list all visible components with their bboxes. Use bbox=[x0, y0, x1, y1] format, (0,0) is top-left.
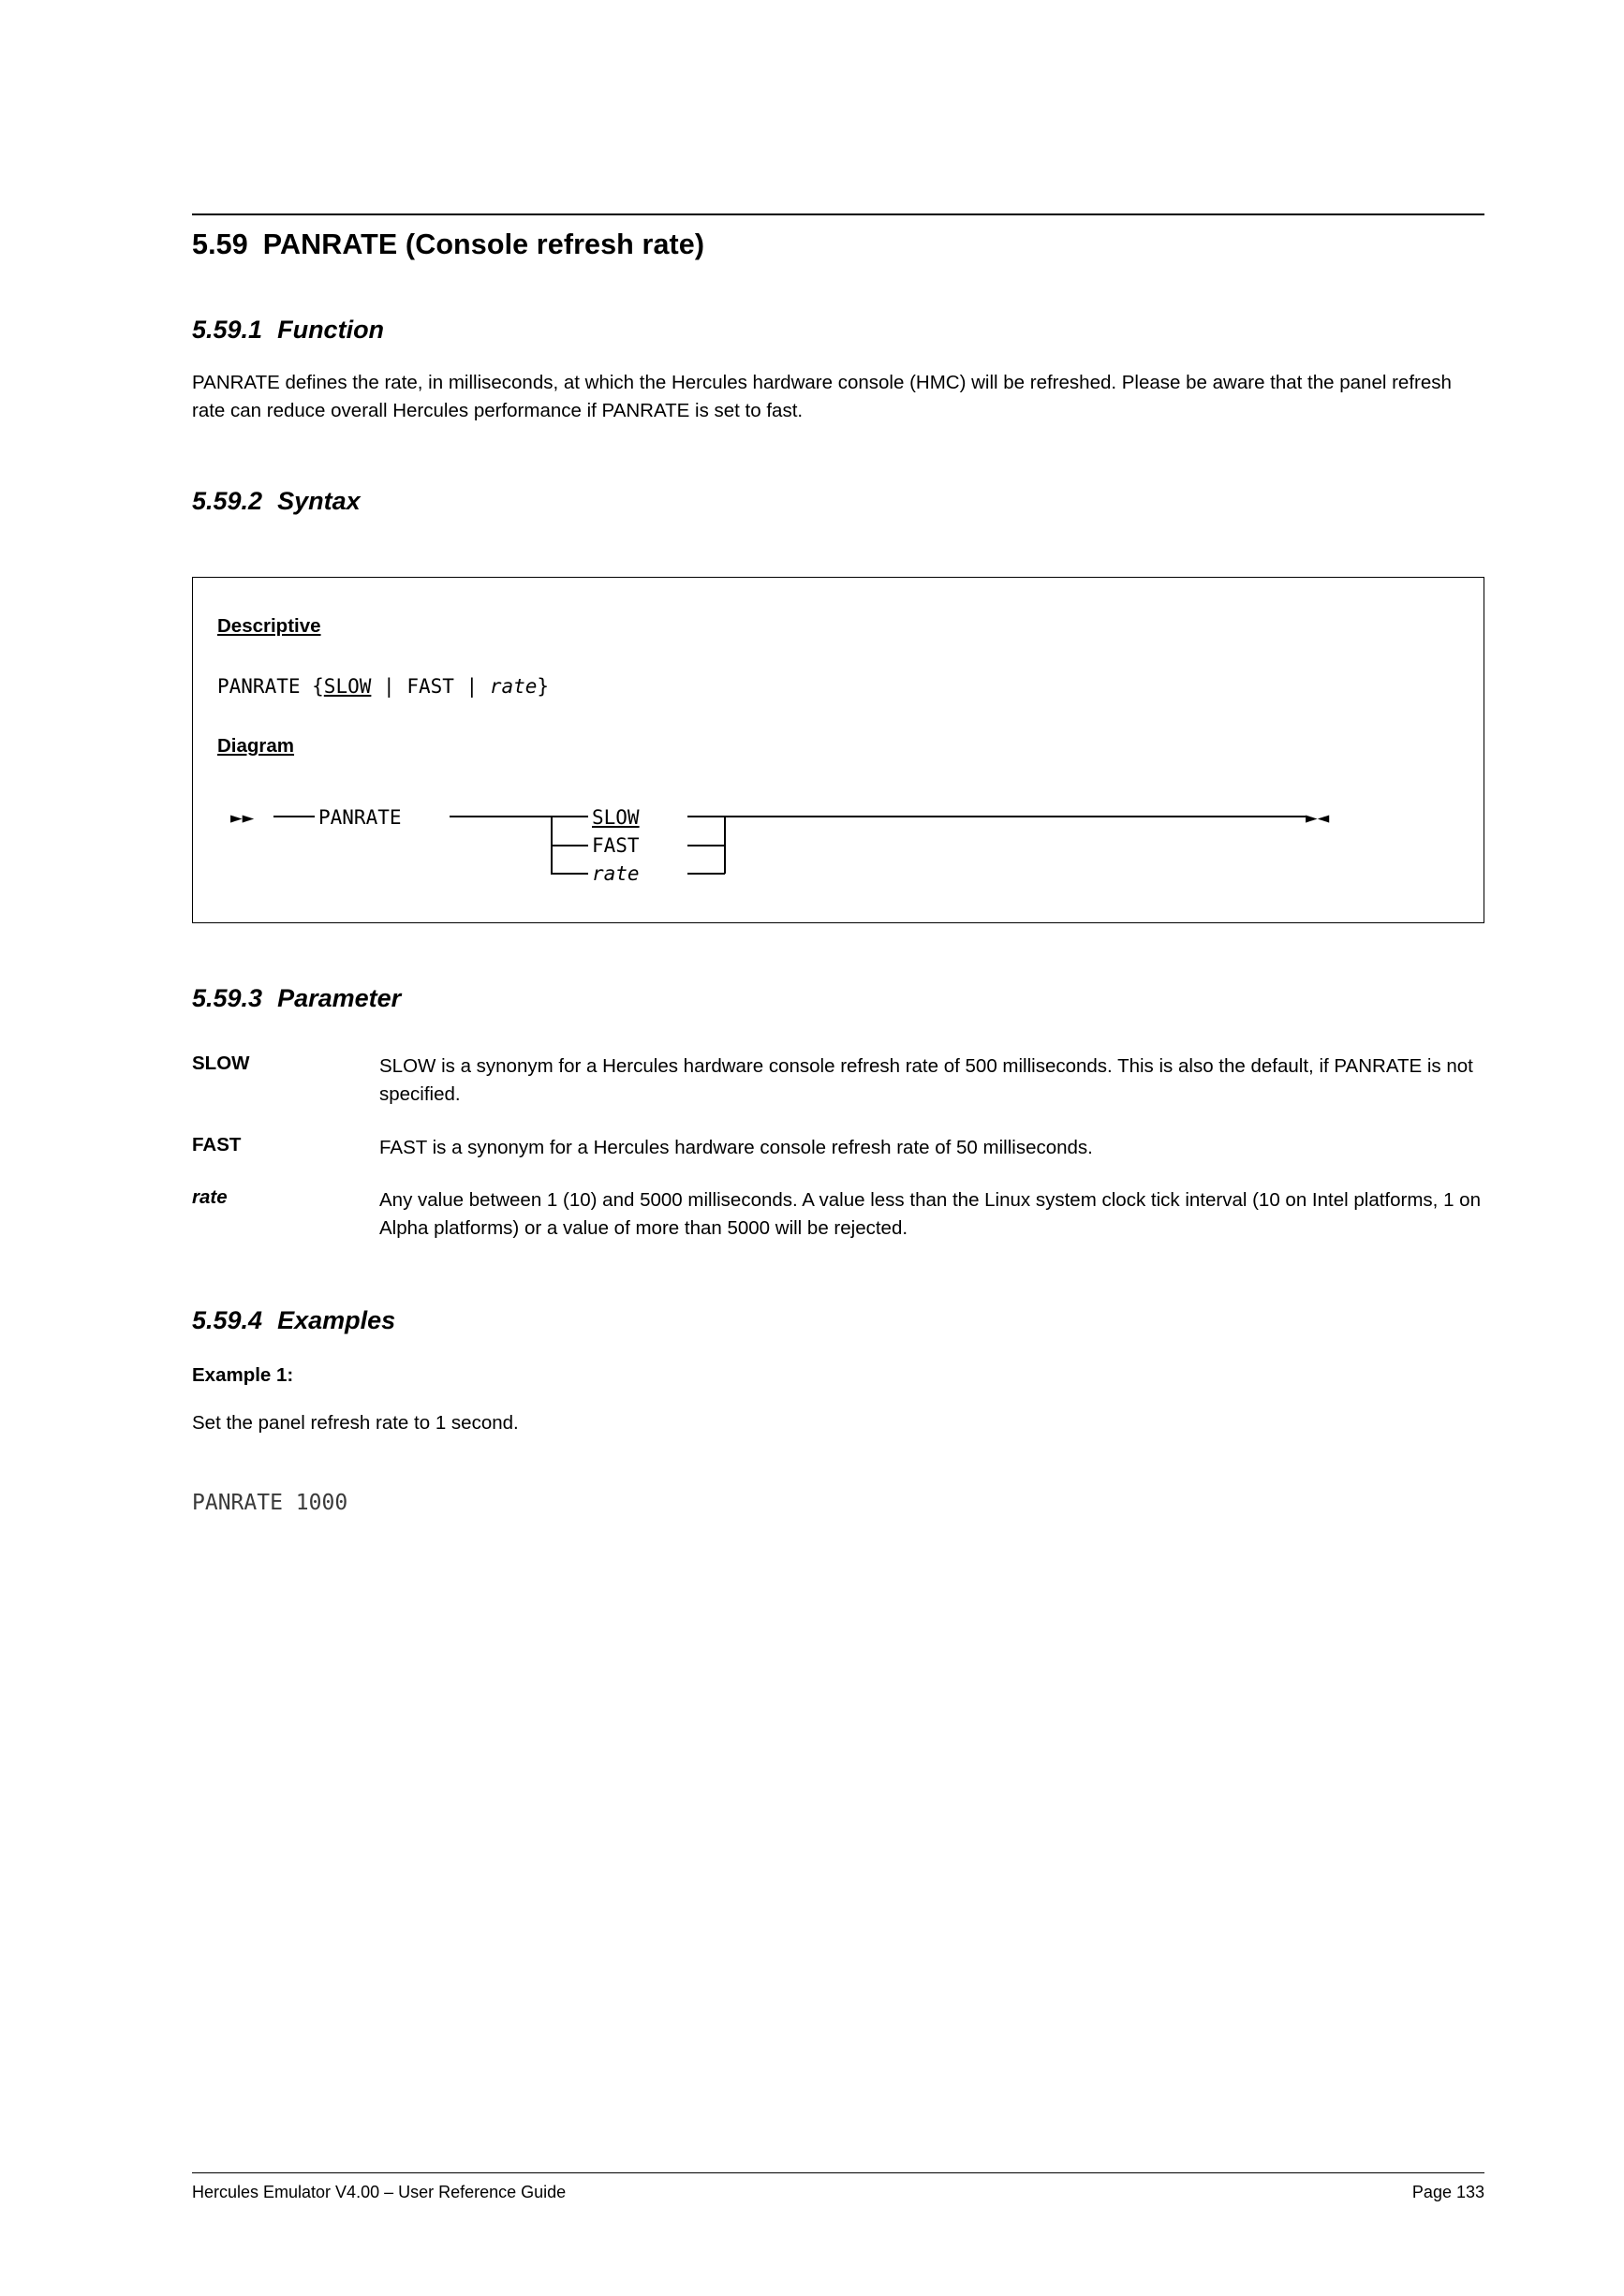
footer-rule bbox=[192, 2172, 1484, 2173]
example-1-code: PANRATE 1000 bbox=[192, 1490, 348, 1515]
diagram-option-fast: FAST bbox=[592, 834, 640, 858]
function-description: PANRATE defines the rate, in milliseconds, at which the Hercules hardware console (HMC) will be refreshed. Please be aware that the panel refresh rate can reduce overall Hercules performance if PANRATE is set to fast. bbox=[192, 371, 1452, 422]
parameter-term-rate: rate bbox=[192, 1186, 228, 1209]
heading-examples bbox=[192, 1305, 1484, 1337]
diagram-stub-rate-left bbox=[551, 873, 588, 875]
parameter-definition-fast: FAST is a synonym for a Hercules hardware console refresh rate of 50 milliseconds. bbox=[379, 1136, 1093, 1158]
heading-syntax-text: Syntax bbox=[277, 486, 361, 515]
descriptive-sep-2: | bbox=[453, 675, 490, 699]
page-content bbox=[192, 213, 1484, 1515]
diagram-stub-fast-right bbox=[687, 845, 725, 846]
diagram-label: Diagram bbox=[217, 735, 295, 758]
footer-page-number: Page 133 bbox=[1411, 2183, 1484, 2201]
parameter-row-slow bbox=[192, 1052, 1484, 1110]
diagram-option-rate: rate bbox=[592, 862, 640, 886]
descriptive-syntax bbox=[217, 675, 1459, 698]
diagram-keyword: PANRATE bbox=[318, 806, 402, 830]
section-title-text: PANRATE (Console refresh rate) bbox=[262, 228, 705, 260]
railroad-diagram bbox=[217, 773, 1459, 885]
diagram-branch-right bbox=[724, 816, 726, 874]
parameter-row-rate bbox=[192, 1186, 1484, 1244]
descriptive-prefix: PANRATE { bbox=[217, 675, 324, 699]
diagram-stub-rate-right bbox=[687, 873, 725, 875]
heading-examples-text: Examples bbox=[277, 1305, 396, 1334]
parameter-definition-slow: SLOW is a synonym for a Hercules hardware console refresh rate of 500 milliseconds. This is also the default, if PANRATE is not specified. bbox=[379, 1055, 1473, 1106]
syntax-box bbox=[192, 577, 1484, 923]
diagram-line-entry bbox=[273, 816, 315, 817]
heading-parameter bbox=[192, 983, 1484, 1015]
descriptive-slow: SLOW bbox=[323, 675, 372, 699]
diagram-line-main bbox=[687, 816, 1306, 817]
descriptive-sep-1: | bbox=[371, 675, 407, 699]
descriptive-suffix: } bbox=[537, 675, 550, 699]
heading-function-text: Function bbox=[277, 316, 385, 345]
parameter-term-fast: FAST bbox=[192, 1133, 242, 1155]
page-title bbox=[192, 227, 1484, 262]
diagram-line-after-keyword bbox=[450, 816, 551, 817]
page-footer bbox=[192, 2172, 1484, 2202]
diagram-stub-slow-left bbox=[551, 816, 588, 817]
example-1-text: Set the panel refresh rate to 1 second. bbox=[192, 1412, 519, 1435]
heading-syntax bbox=[192, 486, 1484, 518]
diagram-stub-fast-left bbox=[551, 845, 588, 846]
diagram-option-slow: SLOW bbox=[592, 806, 640, 830]
heading-syntax-number: 5.59.2 bbox=[192, 486, 263, 515]
parameter-term-slow: SLOW bbox=[192, 1052, 250, 1075]
descriptive-rate: rate bbox=[489, 675, 538, 699]
parameter-definition-rate: Any value between 1 (10) and 5000 milliseconds. A value less than the Linux system clock tick interval (10 on Intel platforms, 1 on Alpha platforms) or a value of more than 5000 will be rejected. bbox=[379, 1189, 1481, 1240]
example-1-label: Example 1: bbox=[192, 1364, 294, 1387]
heading-examples-number: 5.59.4 bbox=[192, 1305, 263, 1334]
heading-function bbox=[192, 315, 1484, 346]
heading-parameter-number: 5.59.3 bbox=[192, 984, 263, 1013]
descriptive-fast: FAST bbox=[406, 675, 454, 699]
section-title-rule bbox=[192, 213, 1484, 215]
section-number: 5.59 bbox=[192, 228, 248, 260]
footer-left-text: Hercules Emulator V4.00 – User Reference Guide bbox=[192, 2183, 567, 2201]
parameter-row-fast bbox=[192, 1134, 1484, 1162]
diagram-end-marker: ►◄ bbox=[1306, 806, 1330, 830]
diagram-start-marker: ►► bbox=[230, 806, 255, 830]
heading-parameter-text: Parameter bbox=[277, 984, 402, 1013]
heading-function-number: 5.59.1 bbox=[192, 316, 263, 345]
descriptive-label: Descriptive bbox=[217, 615, 321, 638]
